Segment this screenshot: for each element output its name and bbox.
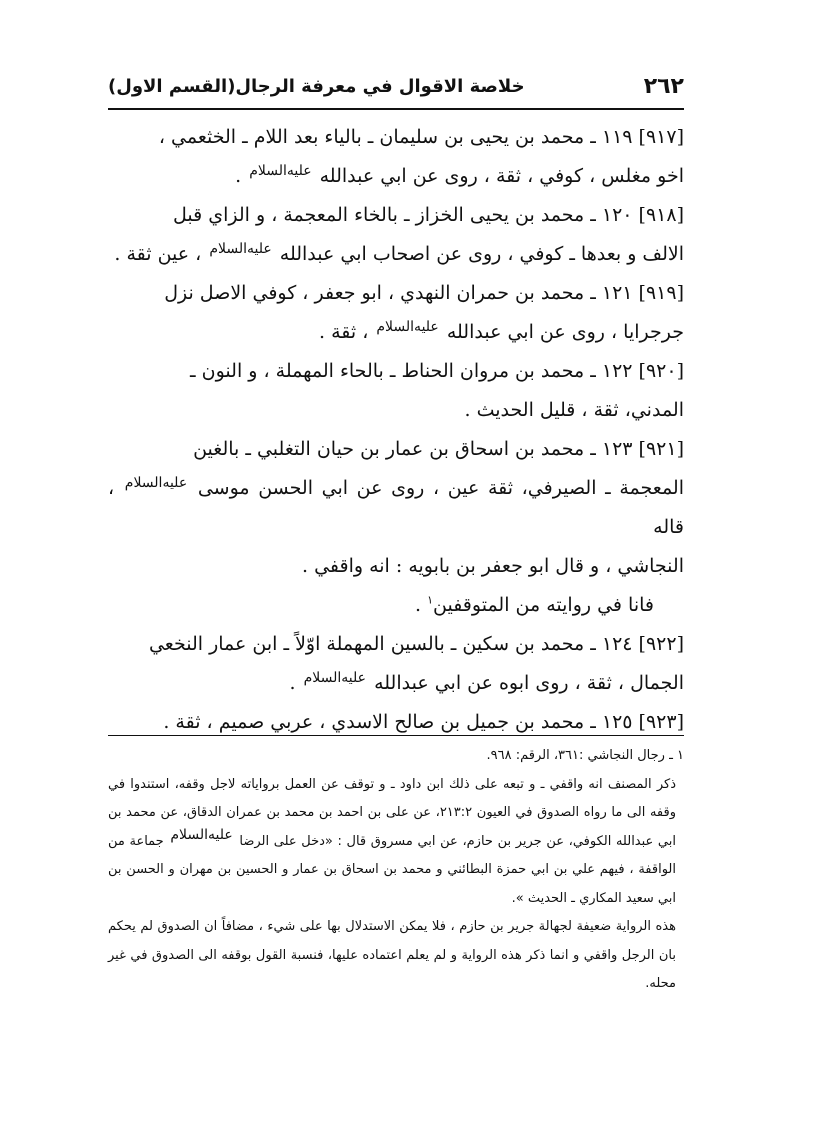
entry-923 [108, 703, 684, 742]
running-title: خلاصة الاقوال في معرفة الرجال(القسم الاول) [108, 76, 525, 97]
entry-line: [٩١٧] ١١٩ ـ محمد بن يحيى بن سليمان ـ بالياء بعد اللام ـ الخثعمي ، [158, 126, 684, 148]
footnote-1: ١ ـ رجال النجاشي :٣٦١، الرقم: ٩٦٨. [486, 748, 684, 763]
footnote-rule [108, 735, 684, 736]
footnote-paragraph: ذكر المصنف انه واقفي ـ و تبعه على ذلك ابن داود ـ و توقف عن العمل برواياته لاجل وقفه، استندوا في وقفه الى ما رواه الصدوق في العيون ٢١٣:٢، عن على بن احمد بن محمد بن عمران الدقاق، عن محمد بن ابي عبدالله الكوفي، عن جرير بن حازم، عن ابي مسروق قال : «دخل على الرضا عليه‌السلام جماعة من الواقفة ، فيهم علي بن ابي حمزة البطائني و محمد بن اسحاق بن عمار و الحسين بن مهران و الحسن بن ابي سعيد المكاري ـ الحديث ». [108, 776, 676, 906]
main-text [108, 118, 684, 742]
entry-line: [٩٢٠] ١٢٢ ـ محمد بن مروان الحناط ـ بالحاء المهملة ، و النون ـ [190, 360, 684, 382]
entry-tail: . [235, 165, 248, 187]
entry-tail: . [289, 672, 302, 694]
entry-919: [٩١٩] ١٢١ ـ محمد بن حمران النهدي ، ابو جعفر ، كوفي الاصل نزل جرجرايا ، روى عن ابي عبدالله عليه‌السلام ، ثقة . [164, 282, 684, 343]
footnote-text: ذكر المصنف انه واقفي ـ و تبعه على ذلك ابن داود ـ و توقف عن العمل برواياته لاجل وقفه، استندوا في وقفه الى ما رواه الصدوق في العيون ٢١٣:٢، عن على بن احمد بن محمد بن عمران الدقاق، عن محمد بن ابي عبدالله الكوفي، عن جرير بن حازم، عن ابي مسروق قال : «دخل على الرضا [108, 776, 676, 849]
entry-921: [٩٢١] ١٢٣ ـ محمد بن اسحاق بن عمار بن حيان التغلبي ـ بالغين المعجمة ـ الصيرفي، ثقة عين ، روى عن ابي الحسن موسى عليه‌السلام ، قاله النجاشي ، و قال ابو جعفر بن بابويه : انه واقفي . [108, 438, 684, 577]
author-note [108, 586, 684, 625]
page-header [108, 72, 684, 106]
page-number: ٢٦٢ [643, 74, 684, 99]
entry-line: [٩١٩] ١٢١ ـ محمد بن حمران النهدي ، ابو جعفر ، كوفي الاصل نزل [164, 282, 684, 304]
entry-line: المدني، ثقة ، قليل الحديث . [464, 399, 684, 421]
entry-line: جرجرايا ، روى عن ابي عبدالله [446, 321, 684, 343]
footnote-text: جماعة من الواقفة ، فيهم علي بن ابي حمزة البطائني و محمد بن اسحاق بن عمار و الحسين بن مهران و الحسن بن ابي سعيد المكاري ـ الحديث ». [108, 833, 676, 906]
entry-tail: ، قاله [108, 477, 684, 538]
header-rule [108, 108, 684, 110]
entry-line: [٩٢٣] ١٢٥ ـ محمد بن جميل بن صالح الاسدي ، عربي صميم ، ثقة . [163, 711, 684, 733]
entry-line: [٩٢١] ١٢٣ ـ محمد بن اسحاق بن عمار بن حيان التغلبي ـ بالغين [193, 438, 684, 460]
entry-line: النجاشي ، و قال ابو جعفر بن بابويه : انه واقفي . [301, 555, 684, 577]
entry-917: [٩١٧] ١١٩ ـ محمد بن يحيى بن سليمان ـ بالياء بعد اللام ـ الخثعمي ، اخو مغلس ، كوفي ، ثقة ، روى عن ابي عبدالله عليه‌السلام . [158, 126, 684, 187]
entry-line: الجمال ، ثقة ، روى ابوه عن ابي عبدالله [374, 672, 684, 694]
footnote-paragraph: هذه الرواية ضعيفة لجهالة جرير بن حازم ، فلا يمكن الاستدلال بها على شيء ، مضافاً ان الصدوق لم يحكم بان الرجل واقفي و انما ذكر هذه الرواية و لم يعلم اعتماده عليها، فنسبة القول بوقفه الى الصدوق في غير محله. [108, 919, 676, 991]
entry-line: [٩١٨] ١٢٠ ـ محمد بن يحيى الخزاز ـ بالخاء المعجمة ، و الزاي قبل [173, 204, 684, 226]
entry-line: [٩٢٢] ١٢٤ ـ محمد بن سكين ـ بالسين المهملة اوّلاً ـ ابن عمار النخعي [148, 633, 684, 655]
entry-920 [108, 352, 684, 430]
entry-line: الالف و بعدها ـ كوفي ، روى عن اصحاب ابي عبدالله [279, 243, 684, 265]
footnotes [108, 742, 684, 999]
entry-line: المعجمة ـ الصيرفي، ثقة عين ، روى عن ابي الحسن موسى [197, 477, 684, 499]
entry-918: [٩١٨] ١٢٠ ـ محمد بن يحيى الخزاز ـ بالخاء المعجمة ، و الزاي قبل الالف و بعدها ـ كوفي ، روى عن اصحاب ابي عبدالله عليه‌السلام ، عين ثقة . [114, 204, 684, 265]
entry-tail: ، عين ثقة . [114, 243, 208, 265]
author-note-tail: . [414, 594, 428, 616]
entry-tail: ، ثقة . [319, 321, 375, 343]
author-note-text: فانا في روايته من المتوقفين [433, 594, 654, 616]
entry-line: اخو مغلس ، كوفي ، ثقة ، روى عن ابي عبدالله [319, 165, 684, 187]
footnote-ref[interactable]: ١ [427, 593, 433, 607]
entry-922: [٩٢٢] ١٢٤ ـ محمد بن سكين ـ بالسين المهملة اوّلاً ـ ابن عمار النخعي الجمال ، ثقة ، روى ابوه عن ابي عبدالله عليه‌السلام . [148, 633, 684, 694]
